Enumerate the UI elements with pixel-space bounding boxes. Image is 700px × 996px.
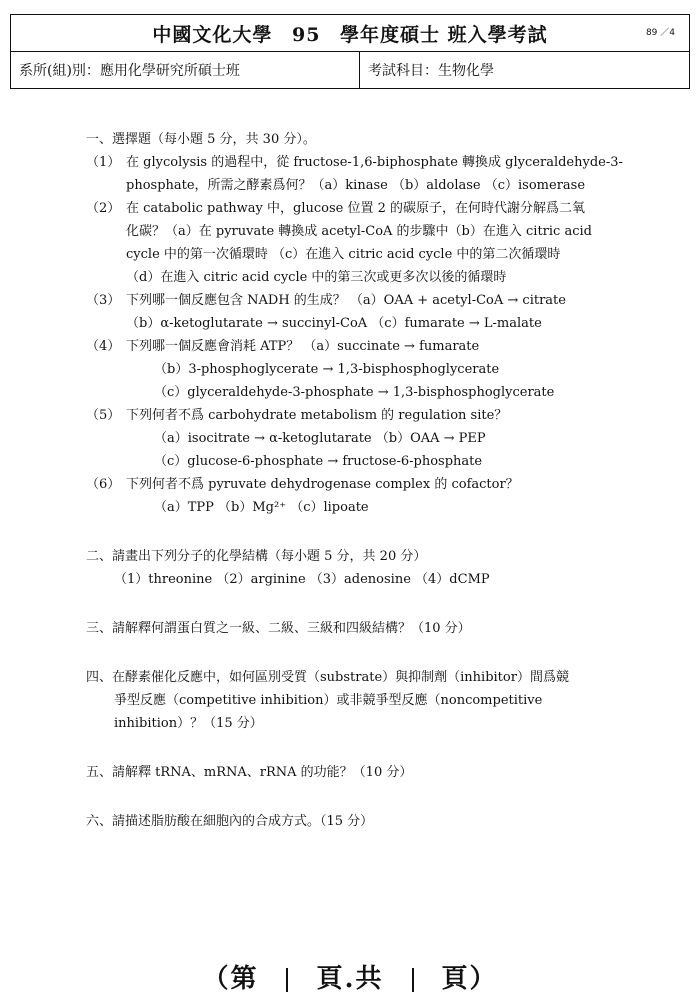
question-1 bbox=[86, 151, 626, 197]
exam-header bbox=[10, 14, 690, 89]
question-2 bbox=[86, 197, 626, 289]
question-line: 在 catabolic pathway 中，glucose 位置 2 的碳原子，在何時代謝分解爲二氧 bbox=[126, 201, 586, 216]
question-number: （6） bbox=[86, 477, 121, 492]
footer-open: （第 bbox=[202, 964, 259, 994]
question-line: 下列何者不爲 carbohydrate metabolism 的 regulation site？ bbox=[126, 408, 508, 423]
department-cell bbox=[11, 52, 360, 89]
question-line: （c）glyceraldehyde-3-phosphate → 1,3-bisphosphoglycerate bbox=[154, 385, 555, 400]
question-number: （3） bbox=[86, 293, 121, 308]
question-line: cycle 中的第一次循環時 （c）在進入 citric acid cycle 中的第二次循環時 bbox=[126, 247, 561, 262]
footer-divider bbox=[286, 968, 288, 992]
section-4-line: inhibition）？（15 分） bbox=[114, 716, 263, 731]
section-6-question: 六、請描述脂肪酸在細胞內的合成方式。（15 分） bbox=[86, 814, 374, 829]
section-4-line: 四、在酵素催化反應中，如何區別受質（substrate）與抑制劑（inhibitor）間爲競 bbox=[86, 670, 569, 685]
department-value: 應用化學研究所碩士班 bbox=[99, 63, 240, 79]
question-5 bbox=[86, 404, 626, 473]
question-line: （c）glucose-6-phosphate → fructose-6-phosphate bbox=[154, 454, 483, 469]
question-line: （d）在進入 citric acid cycle 中的第三次或更多次以後的循環時 bbox=[126, 270, 507, 285]
question-number: （2） bbox=[86, 201, 121, 216]
subject-value: 生物化學 bbox=[438, 63, 494, 79]
exam-content bbox=[86, 128, 626, 833]
question-line: （a）TPP （b）Mg²⁺ （c）lipoate bbox=[154, 500, 369, 515]
exam-title: 學年度碩士 班入學考試 bbox=[340, 23, 548, 46]
question-line: 下列何者不爲 pyruvate dehydrogenase complex 的 cofactor？ bbox=[126, 477, 519, 492]
question-number: （4） bbox=[86, 339, 121, 354]
question-line: phosphate，所需之酵素爲何？（a）kinase （b）aldolase （c）isomerase bbox=[126, 178, 586, 193]
footer-close: 頁） bbox=[441, 964, 498, 994]
section-4-line: 爭型反應（competitive inhibition）或非競爭型反應（noncompetitive bbox=[114, 693, 543, 708]
section-5-question: 五、請解釋 tRNA、mRNA、rRNA 的功能？（10 分） bbox=[86, 765, 413, 780]
section-3-question: 三、請解釋何謂蛋白質之一級、二級、三級和四級結構？（10 分） bbox=[86, 621, 471, 636]
question-line: 化碳？（a）在 pyruvate 轉換成 acetyl-CoA 的步驟中（b）在進入 citric acid bbox=[126, 224, 592, 239]
question-number: （1） bbox=[86, 155, 121, 170]
question-4 bbox=[86, 335, 626, 404]
question-line: （a）isocitrate → α-ketoglutarate （b）OAA → PEP bbox=[154, 431, 486, 446]
footer-divider bbox=[412, 968, 414, 992]
question-line: （b）3-phosphoglycerate → 1,3-bisphosphoglycerate bbox=[154, 362, 500, 377]
question-6 bbox=[86, 473, 626, 519]
exam-year: 95 bbox=[291, 23, 321, 46]
section-1-heading: 一、選擇題（每小題 5 分，共 30 分）。 bbox=[86, 132, 316, 147]
question-line: （b）α-ketoglutarate → succinyl-CoA （c）fumarate → L-malate bbox=[126, 316, 542, 331]
footer-mid: 頁.共 bbox=[316, 964, 384, 994]
title-row bbox=[11, 15, 690, 52]
question-line: 在 glycolysis 的過程中，從 fructose-1,6-biphosphate 轉換成 glyceraldehyde-3- bbox=[126, 155, 623, 170]
page-footer bbox=[0, 958, 700, 995]
page-code: 89 ／4 bbox=[645, 28, 675, 38]
school-name: 中國文化大學 bbox=[152, 23, 273, 46]
subject-label: 考試科目： bbox=[368, 63, 438, 79]
question-3 bbox=[86, 289, 626, 335]
section-2-heading: 二、請畫出下列分子的化學結構（每小題 5 分，共 20 分） bbox=[86, 549, 427, 564]
question-number: （5） bbox=[86, 408, 121, 423]
section-2-items: （1）threonine （2）arginine （3）adenosine （4）dCMP bbox=[114, 572, 490, 587]
question-line: 下列哪一個反應包含 NADH 的生成？ （a）OAA + acetyl-CoA → citrate bbox=[126, 293, 566, 308]
subject-cell bbox=[360, 52, 690, 89]
question-line: 下列哪一個反應會消耗 ATP？ （a）succinate → fumarate bbox=[126, 339, 480, 354]
department-label: 系所(組)別： bbox=[19, 63, 100, 79]
